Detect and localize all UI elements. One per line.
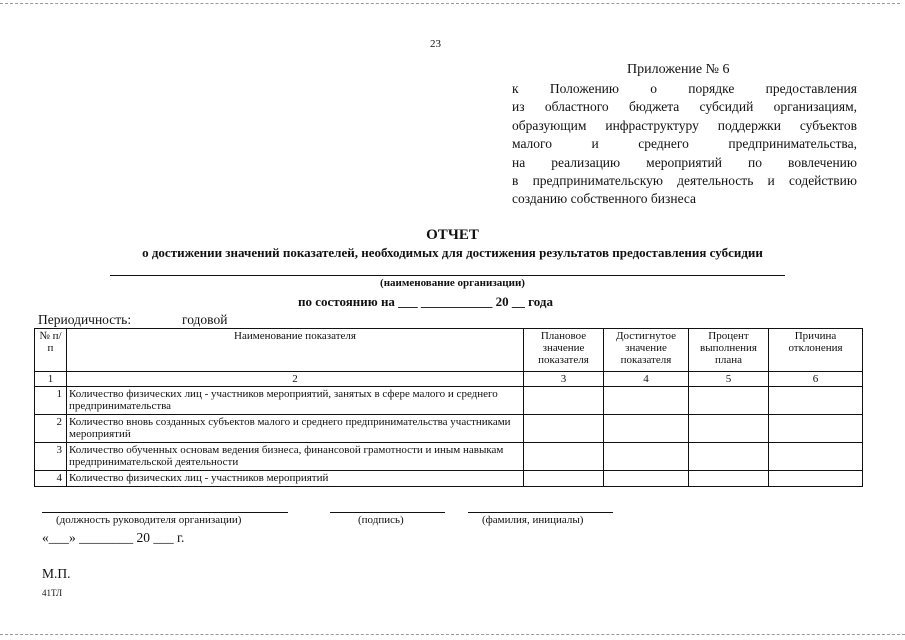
indicator-name: Количество вновь созданных субъектов малого и среднего предпринимательства участниками мероприятий	[67, 415, 524, 443]
column-number: 2	[67, 372, 524, 387]
appendix-line: малого и среднего предпринимательства,	[512, 136, 857, 152]
deviation-reason-cell	[769, 443, 863, 471]
organization-caption: (наименование организации)	[380, 277, 525, 289]
table-row	[35, 443, 863, 471]
deviation-reason-cell	[769, 415, 863, 443]
scan-border-top	[0, 3, 900, 4]
column-number: 5	[689, 372, 769, 387]
row-number: 3	[35, 443, 67, 471]
name-signature-line	[468, 512, 613, 513]
appendix-line: из областного бюджета субсидий организациям,	[512, 99, 857, 115]
header-planned-value: Плановое значение показателя	[524, 329, 604, 372]
report-subtitle: о достижении значений показателей, необходимых для достижения результатов предоставления субсидии	[142, 245, 763, 260]
plan-percent-cell	[689, 415, 769, 443]
header-number: № п/п	[35, 329, 67, 372]
page-number: 23	[430, 38, 441, 50]
report-title: ОТЧЕТ	[426, 227, 479, 243]
appendix-title: Приложение № 6	[627, 62, 730, 77]
header-plan-percent: Процент выполнения плана	[689, 329, 769, 372]
plan-percent-cell	[689, 443, 769, 471]
organization-name-line	[110, 275, 785, 276]
header-indicator-name: Наименование показателя	[67, 329, 524, 372]
deviation-reason-cell	[769, 387, 863, 415]
indicator-name: Количество физических лиц - участников мероприятий, занятых в сфере малого и среднего предпринимательства	[67, 387, 524, 415]
indicator-name: Количество физических лиц - участников мероприятий	[67, 471, 524, 487]
header-deviation-reason: Причина отклонения	[769, 329, 863, 372]
as-of-date-line: по состоянию на ___ ___________ 20 __ года	[298, 294, 553, 309]
table-row	[35, 387, 863, 415]
achieved-value-cell	[604, 387, 689, 415]
column-numbers-row	[35, 372, 863, 387]
header-achieved-value: Достигнутое значение показателя	[604, 329, 689, 372]
position-caption: (должность руководителя организации)	[56, 514, 242, 526]
appendix-line: в предпринимательскую деятельность и содействию	[512, 173, 857, 189]
column-number: 6	[769, 372, 863, 387]
row-number: 2	[35, 415, 67, 443]
planned-value-cell	[524, 387, 604, 415]
achieved-value-cell	[604, 443, 689, 471]
appendix-description	[512, 80, 857, 209]
plan-percent-cell	[689, 387, 769, 415]
name-caption: (фамилия, инициалы)	[482, 514, 584, 526]
signature-caption: (подпись)	[358, 514, 404, 526]
signature-date-line: «___» ________ 20 ___ г.	[42, 530, 185, 545]
appendix-line: образующим инфраструктуру поддержки субъектов	[512, 117, 857, 133]
periodicity-label: Периодичность:	[38, 312, 132, 327]
achieved-value-cell	[604, 471, 689, 487]
row-number: 1	[35, 387, 67, 415]
scan-border-bottom	[0, 634, 905, 635]
document-code: 41ТЛ	[42, 588, 63, 598]
indicator-name: Количество обученных основам ведения бизнеса, финансовой грамотности и иным навыкам предпринимательской деятельности	[67, 443, 524, 471]
indicators-table	[34, 328, 863, 487]
planned-value-cell	[524, 471, 604, 487]
achieved-value-cell	[604, 415, 689, 443]
column-number: 3	[524, 372, 604, 387]
column-number: 1	[35, 372, 67, 387]
appendix-line: на реализацию мероприятий по вовлечению	[512, 154, 857, 170]
deviation-reason-cell	[769, 471, 863, 487]
column-number: 4	[604, 372, 689, 387]
periodicity-value: годовой	[182, 312, 228, 327]
appendix-line: созданию собственного бизнеса	[512, 191, 697, 207]
planned-value-cell	[524, 415, 604, 443]
position-signature-line	[42, 512, 288, 513]
signature-line	[330, 512, 445, 513]
planned-value-cell	[524, 443, 604, 471]
stamp-placeholder: М.П.	[42, 566, 71, 581]
table-row	[35, 415, 863, 443]
table-row	[35, 471, 863, 487]
table-header-row	[35, 329, 863, 372]
row-number: 4	[35, 471, 67, 487]
appendix-line: к Положению о порядке предоставления	[512, 81, 857, 96]
plan-percent-cell	[689, 471, 769, 487]
